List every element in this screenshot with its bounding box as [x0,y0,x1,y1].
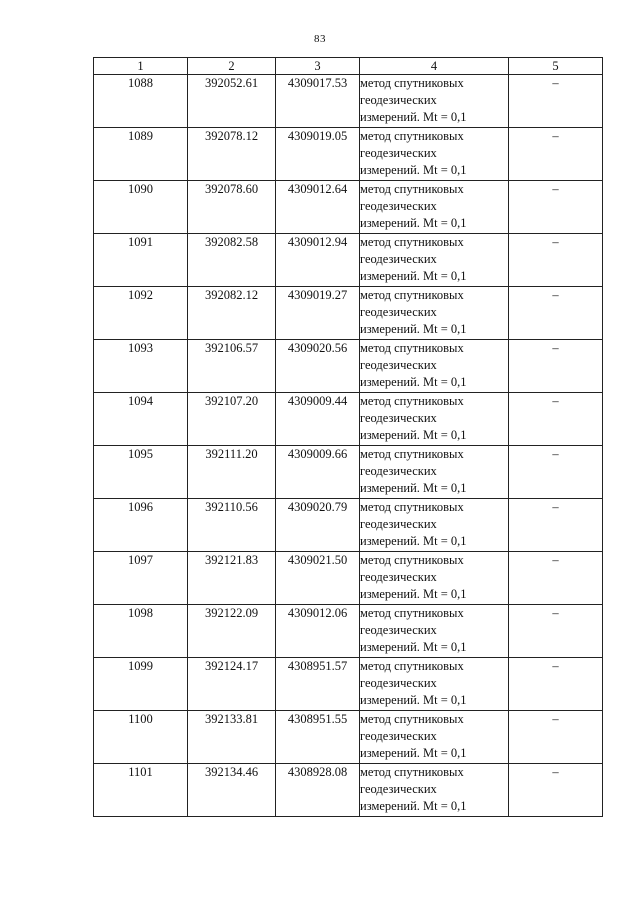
method-line: геодезических [360,570,437,584]
note-cell: – [509,128,603,181]
point-number-cell: 1100 [94,711,188,764]
note-cell: – [509,711,603,764]
method-line: геодезических [360,146,437,160]
method-cell [360,446,509,499]
table-row [94,234,603,287]
table-row [94,340,603,393]
method-line: метод спутниковых [360,129,464,143]
point-number-cell: 1094 [94,393,188,446]
table-header-row [94,58,603,75]
column-header-2: 2 [188,58,276,75]
method-line: измерений. Mt = 0,1 [360,534,467,548]
x-coordinate-cell: 392082.12 [188,287,276,340]
method-line: геодезических [360,782,437,796]
y-coordinate-cell: 4309019.05 [276,128,360,181]
table-row [94,499,603,552]
note-cell: – [509,340,603,393]
method-line: измерений. Mt = 0,1 [360,110,467,124]
x-coordinate-cell: 392052.61 [188,75,276,128]
method-line: геодезических [360,411,437,425]
method-cell [360,605,509,658]
method-line: геодезических [360,305,437,319]
y-coordinate-cell: 4308928.08 [276,764,360,817]
point-number-cell: 1098 [94,605,188,658]
note-cell: – [509,552,603,605]
y-coordinate-cell: 4309012.06 [276,605,360,658]
method-line: геодезических [360,199,437,213]
column-header-5: 5 [509,58,603,75]
point-number-cell: 1091 [94,234,188,287]
method-line: метод спутниковых [360,606,464,620]
point-number-cell: 1097 [94,552,188,605]
point-number-cell: 1093 [94,340,188,393]
note-cell: – [509,287,603,340]
method-cell [360,764,509,817]
note-cell: – [509,658,603,711]
method-line: измерений. Mt = 0,1 [360,269,467,283]
x-coordinate-cell: 392122.09 [188,605,276,658]
method-line: геодезических [360,464,437,478]
table-row [94,75,603,128]
method-line: метод спутниковых [360,288,464,302]
y-coordinate-cell: 4308951.57 [276,658,360,711]
x-coordinate-cell: 392111.20 [188,446,276,499]
method-line: геодезических [360,623,437,637]
method-line: метод спутниковых [360,394,464,408]
note-cell: – [509,499,603,552]
method-line: геодезических [360,729,437,743]
coordinates-table [93,57,603,817]
y-coordinate-cell: 4309019.27 [276,287,360,340]
method-cell [360,234,509,287]
method-line: геодезических [360,676,437,690]
method-cell [360,658,509,711]
table-row [94,605,603,658]
note-cell: – [509,393,603,446]
method-line: метод спутниковых [360,553,464,567]
x-coordinate-cell: 392078.12 [188,128,276,181]
point-number-cell: 1090 [94,181,188,234]
table-body [94,75,603,817]
method-cell [360,552,509,605]
table-row [94,711,603,764]
y-coordinate-cell: 4309012.94 [276,234,360,287]
note-cell: – [509,446,603,499]
method-line: метод спутниковых [360,76,464,90]
note-cell: – [509,234,603,287]
note-cell: – [509,605,603,658]
x-coordinate-cell: 392107.20 [188,393,276,446]
note-cell: – [509,764,603,817]
method-cell [360,181,509,234]
point-number-cell: 1092 [94,287,188,340]
method-cell [360,128,509,181]
x-coordinate-cell: 392124.17 [188,658,276,711]
table-row [94,658,603,711]
method-line: измерений. Mt = 0,1 [360,375,467,389]
y-coordinate-cell: 4309012.64 [276,181,360,234]
table-row [94,552,603,605]
point-number-cell: 1089 [94,128,188,181]
table-row [94,393,603,446]
method-cell [360,75,509,128]
method-line: измерений. Mt = 0,1 [360,799,467,813]
table-row [94,181,603,234]
x-coordinate-cell: 392082.58 [188,234,276,287]
page-number: 83 [314,33,326,45]
point-number-cell: 1088 [94,75,188,128]
x-coordinate-cell: 392078.60 [188,181,276,234]
y-coordinate-cell: 4309017.53 [276,75,360,128]
method-line: измерений. Mt = 0,1 [360,587,467,601]
y-coordinate-cell: 4309009.44 [276,393,360,446]
method-cell [360,711,509,764]
y-coordinate-cell: 4309009.66 [276,446,360,499]
method-line: геодезических [360,93,437,107]
method-line: геодезических [360,358,437,372]
x-coordinate-cell: 392134.46 [188,764,276,817]
x-coordinate-cell: 392106.57 [188,340,276,393]
method-line: метод спутниковых [360,712,464,726]
x-coordinate-cell: 392110.56 [188,499,276,552]
method-line: измерений. Mt = 0,1 [360,163,467,177]
x-coordinate-cell: 392121.83 [188,552,276,605]
y-coordinate-cell: 4308951.55 [276,711,360,764]
x-coordinate-cell: 392133.81 [188,711,276,764]
note-cell: – [509,75,603,128]
method-line: измерений. Mt = 0,1 [360,640,467,654]
method-line: метод спутниковых [360,447,464,461]
note-cell: – [509,181,603,234]
method-cell [360,393,509,446]
method-line: измерений. Mt = 0,1 [360,693,467,707]
method-line: метод спутниковых [360,341,464,355]
method-line: метод спутниковых [360,182,464,196]
column-header-3: 3 [276,58,360,75]
method-line: измерений. Mt = 0,1 [360,746,467,760]
method-line: геодезических [360,252,437,266]
point-number-cell: 1095 [94,446,188,499]
table-row [94,128,603,181]
method-line: метод спутниковых [360,659,464,673]
method-line: метод спутниковых [360,765,464,779]
method-line: метод спутниковых [360,235,464,249]
point-number-cell: 1096 [94,499,188,552]
y-coordinate-cell: 4309021.50 [276,552,360,605]
method-line: метод спутниковых [360,500,464,514]
y-coordinate-cell: 4309020.56 [276,340,360,393]
method-line: измерений. Mt = 0,1 [360,428,467,442]
column-header-4: 4 [360,58,509,75]
method-line: геодезических [360,517,437,531]
method-cell [360,499,509,552]
table-row [94,287,603,340]
table-row [94,446,603,499]
column-header-1: 1 [94,58,188,75]
method-cell [360,287,509,340]
point-number-cell: 1099 [94,658,188,711]
method-cell [360,340,509,393]
table-row [94,764,603,817]
y-coordinate-cell: 4309020.79 [276,499,360,552]
method-line: измерений. Mt = 0,1 [360,216,467,230]
point-number-cell: 1101 [94,764,188,817]
method-line: измерений. Mt = 0,1 [360,481,467,495]
method-line: измерений. Mt = 0,1 [360,322,467,336]
